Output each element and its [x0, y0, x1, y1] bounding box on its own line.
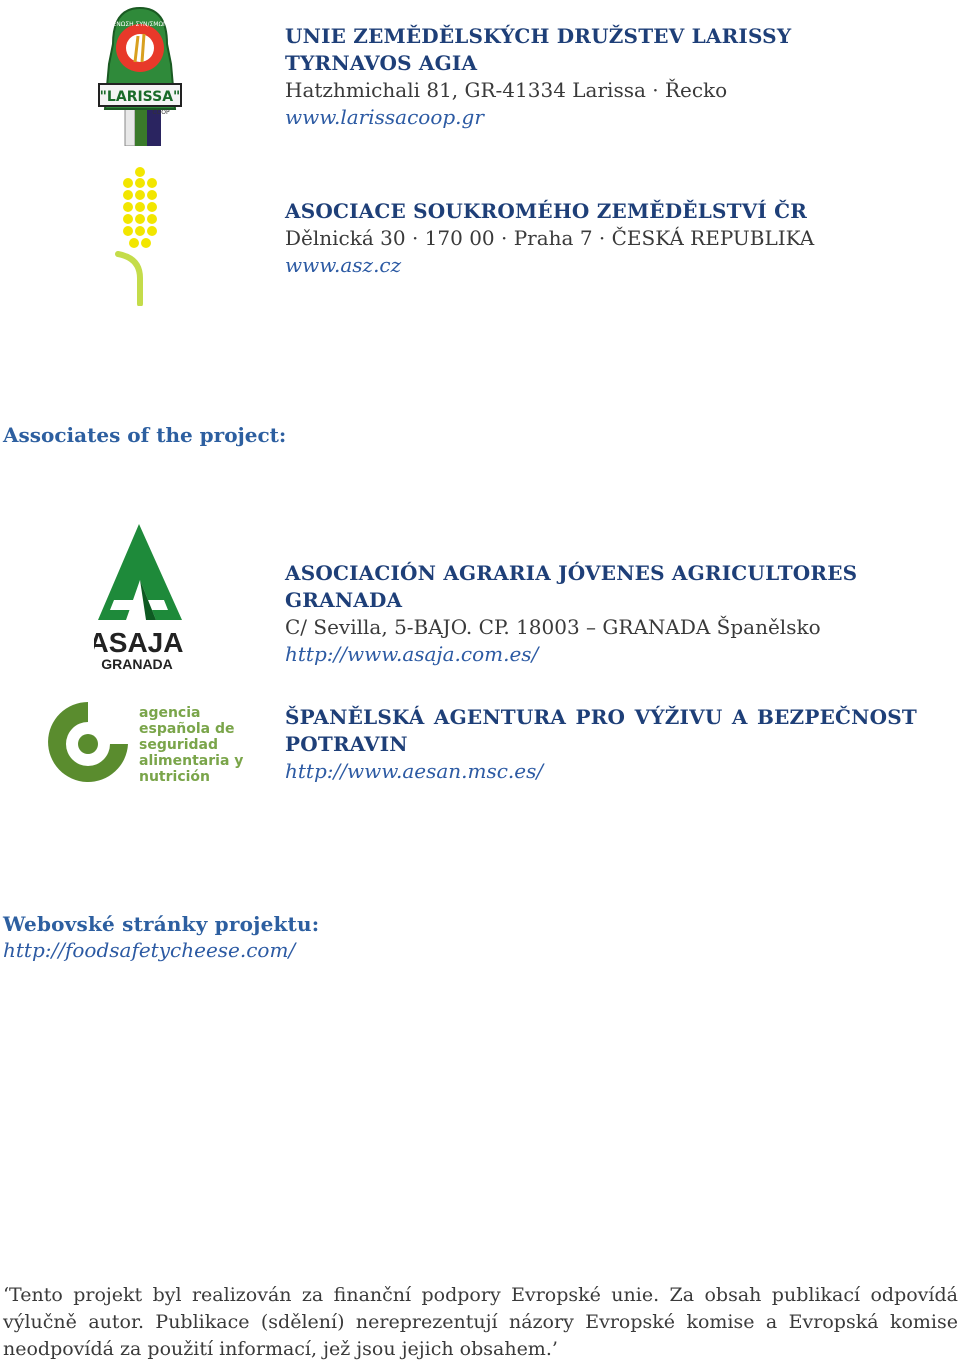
project-website	[3, 911, 319, 963]
eu-disclaimer: ‘Tento projekt byl realizován za finanční podpory Evropské unie. Za obsah publikací odpovídá výlučně autor. Publikace (sdělení) nereprezentují názory Evropské komise a Evropská komise neodpovídá za použití informací, jež jsou jejich obsahem.’	[3, 1284, 958, 1360]
svg-text:española de: española de	[139, 721, 235, 737]
associate-asaja	[285, 560, 917, 668]
partner-name: UNIE ZEMĚDĚLSKÝCH DRUŽSTEV LARISSY TYRNAVOS AGIA	[285, 24, 792, 75]
svg-text:nutrición: nutrición	[139, 769, 211, 785]
svg-text:GRANADA: GRANADA	[101, 656, 173, 672]
asaja-logo	[94, 522, 184, 672]
associate-url[interactable]: http://www.aesan.msc.es/	[285, 759, 544, 783]
partner-url[interactable]: www.asz.cz	[285, 253, 402, 277]
partner-url[interactable]: www.larissacoop.gr	[285, 105, 484, 129]
partner-address: Hatzhmichali 81, GR-41334 Larissa · Řecko	[285, 78, 728, 102]
aesan-logo	[44, 698, 244, 788]
associate-name: ASOCIACIÓN AGRARIA JÓVENES AGRICULTORES GRANADA	[285, 561, 858, 612]
partner-name: ASOCIACE SOUKROMÉHO ZEMĚDĚLSTVÍ ČR	[285, 199, 808, 223]
associates-heading: Associates of the project:	[3, 423, 287, 447]
partner-address: Dělnická 30 · 170 00 · Praha 7 · ČESKÁ REPUBLIKA	[285, 226, 815, 250]
wheat-ear-logo	[112, 166, 167, 306]
website-url[interactable]: http://foodsafetycheese.com/	[3, 938, 296, 962]
svg-text:alimentaria y: alimentaria y	[139, 753, 244, 769]
website-heading: Webovské stránky projektu:	[3, 912, 320, 936]
svg-text:agencia: agencia	[139, 705, 201, 721]
associate-name: ŠPANĚLSKÁ AGENTURA PRO VÝŽIVU A BEZPEČNOST POTRAVIN	[285, 705, 917, 756]
associate-address: C/ Sevilla, 5-BAJO. CP. 18003 – GRANADA Španělsko	[285, 615, 821, 639]
svg-text:ASAJA: ASAJA	[94, 627, 184, 658]
associate-aesan	[285, 704, 917, 785]
partner-asz	[285, 198, 917, 279]
svg-text:seguridad: seguridad	[139, 737, 219, 753]
associate-url[interactable]: http://www.asaja.com.es/	[285, 642, 539, 666]
svg-text:ΕΝΩΣΗ ΣΥΝ/ΣΜΩΝ: ΕΝΩΣΗ ΣΥΝ/ΣΜΩΝ	[112, 21, 168, 28]
svg-text:COOP: COOP	[152, 109, 170, 116]
svg-text:"LARISSA": "LARISSA"	[99, 89, 181, 105]
partner-larissa	[285, 23, 917, 131]
larissa-coop-logo	[95, 4, 185, 146]
